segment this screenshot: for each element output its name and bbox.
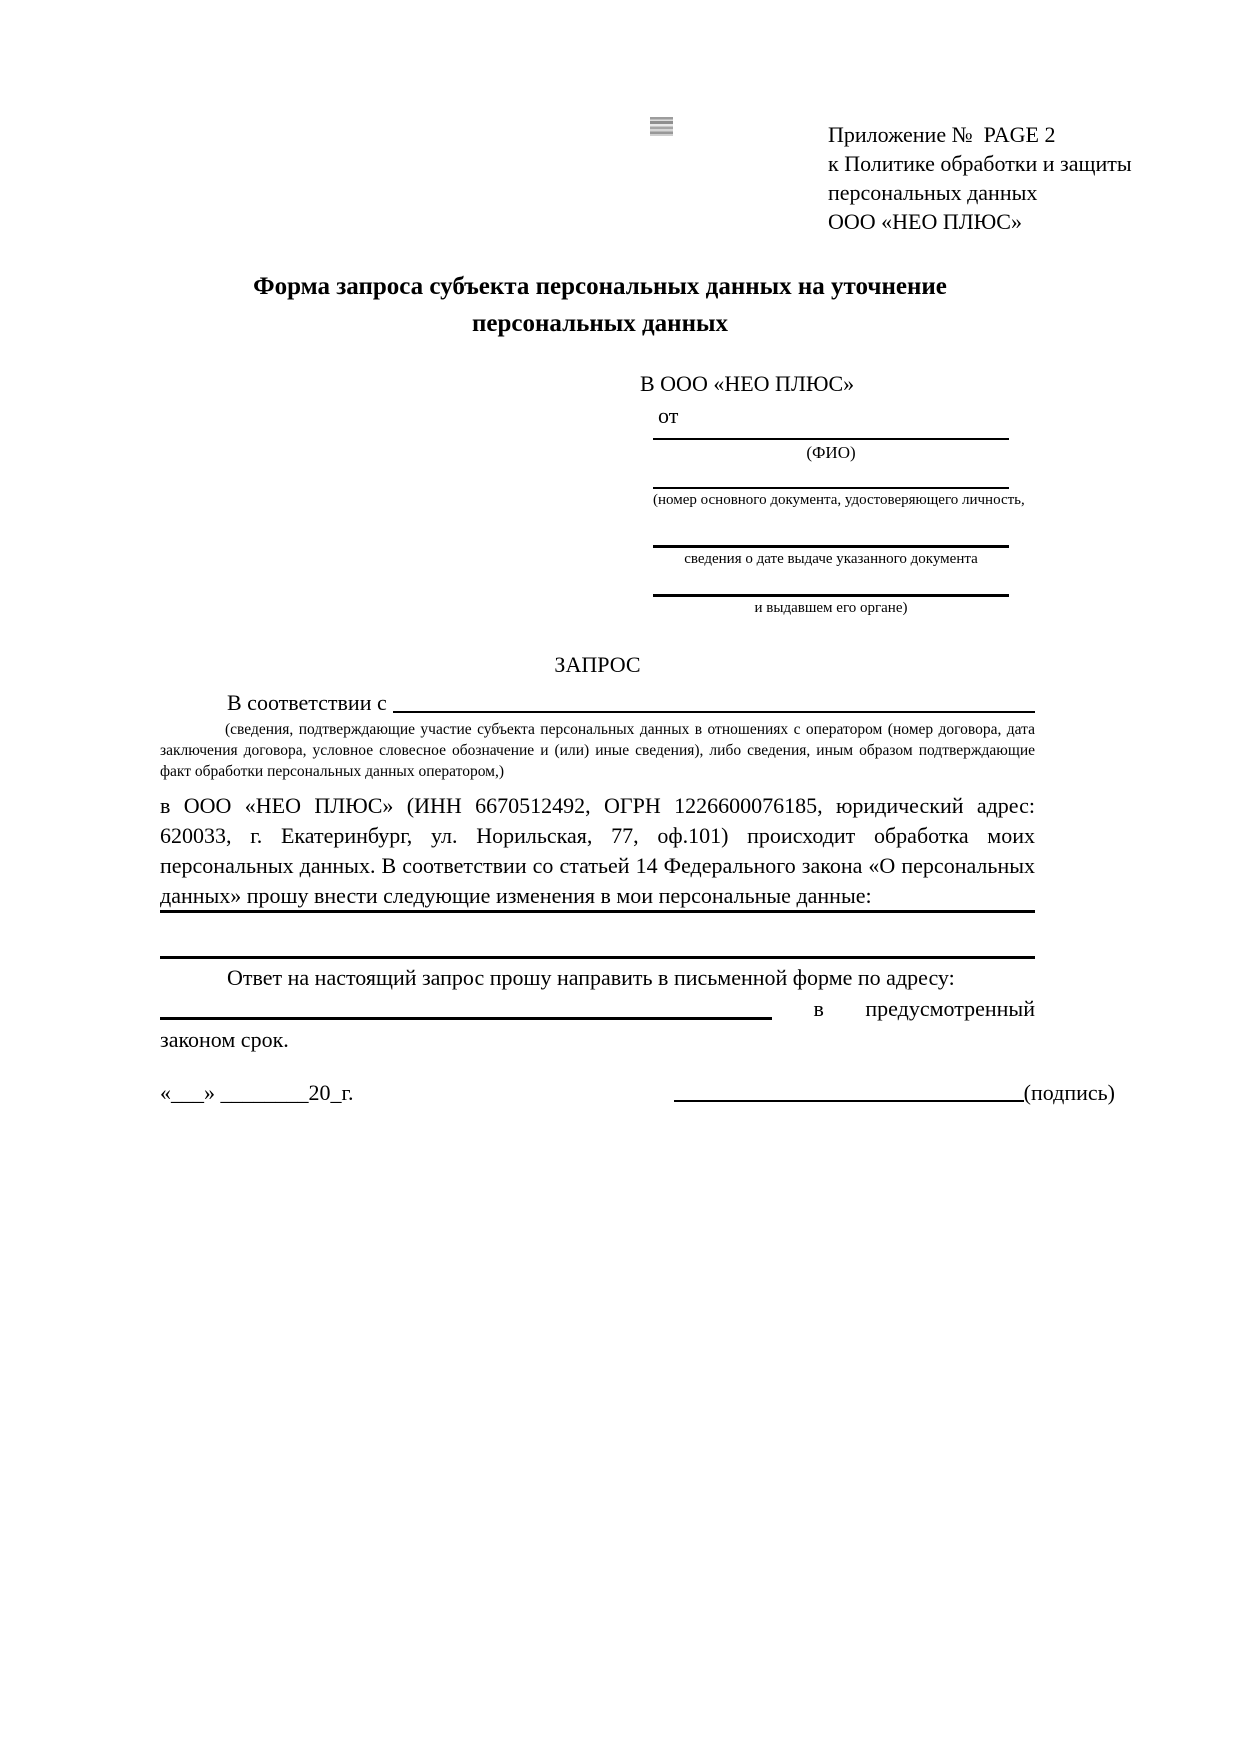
form-title: [160, 268, 1040, 342]
embedded-object-icon: [650, 117, 673, 136]
id-document-field-line: [653, 487, 1025, 509]
fio-field-line: [653, 438, 1009, 463]
response-word-v: в: [813, 996, 824, 1021]
addressee-organization: В ООО «НЕО ПЛЮС»: [640, 371, 855, 396]
body-paragraph: в ООО «НЕО ПЛЮС» (ИНН 6670512492, ОГРН 1226600076185, юридический адрес: 620033, г. Екатеринбург, ул. Норильская, 77, оф.101) происходит обработка моих персональных данных. В соответствии со статьей 14 Федерального закона «О персональных данных» прошу внести следующие изменения в мои персональные данные:: [160, 793, 1035, 908]
issuing-authority-caption: и выдавшем его органе): [754, 600, 908, 616]
signature-caption: (подпись): [1023, 1080, 1115, 1105]
header-annotation: [828, 120, 1132, 236]
response-paragraph: [160, 962, 1035, 1055]
intro-row: [160, 690, 1035, 716]
response-line-1: Ответ на настоящий запрос прошу направить в письменной форме по адресу:: [227, 965, 955, 990]
response-line-3: законом срок.: [160, 1027, 289, 1052]
address-fill-line: [160, 1017, 772, 1020]
changes-fill-line-2: [160, 956, 1035, 959]
response-line-2: [160, 993, 1035, 1024]
issuing-authority-field-line: [653, 594, 1009, 617]
addressee-from-label: от: [658, 403, 679, 428]
form-title-line: Форма запроса субъекта персональных данных на уточнение: [253, 273, 947, 300]
header-line: к Политике обработки и защиты: [828, 151, 1132, 176]
issue-date-caption: сведения о дате выдаче указанного документа: [684, 551, 978, 567]
header-line: персональных данных: [828, 180, 1038, 205]
date-signature-row: [160, 1080, 1115, 1106]
form-title-line: персональных данных: [471, 310, 729, 337]
fio-caption: (ФИО): [806, 443, 856, 462]
changes-fill-line-1: [160, 910, 1035, 913]
response-word-continuation: предусмотренный: [865, 996, 1035, 1021]
issue-date-field-line: [653, 545, 1009, 568]
header-line: Приложение № PAGE 2: [828, 122, 1056, 147]
date-blank-text: «___» ________20_г.: [160, 1080, 354, 1105]
intro-text: В соответствии с: [227, 690, 387, 715]
signature-area: [674, 1080, 1115, 1106]
signature-fill-line: [674, 1100, 1024, 1102]
header-line: ООО «НЕО ПЛЮС»: [828, 209, 1022, 234]
intro-fill-line: [393, 711, 1035, 713]
footnote-text: (сведения, подтверждающие участие субъекта персональных данных в отношениях с оператором (номер договора, дата заключения договора, условное словесное обозначение и (или) иные сведения), либо сведения, иным образом подтверждающие факт обработки персональных данных оператором,): [160, 721, 1035, 780]
request-heading: ЗАПРОС: [554, 652, 641, 677]
id-document-caption: (номер основного документа, удостоверяющего личность,: [653, 492, 1025, 508]
